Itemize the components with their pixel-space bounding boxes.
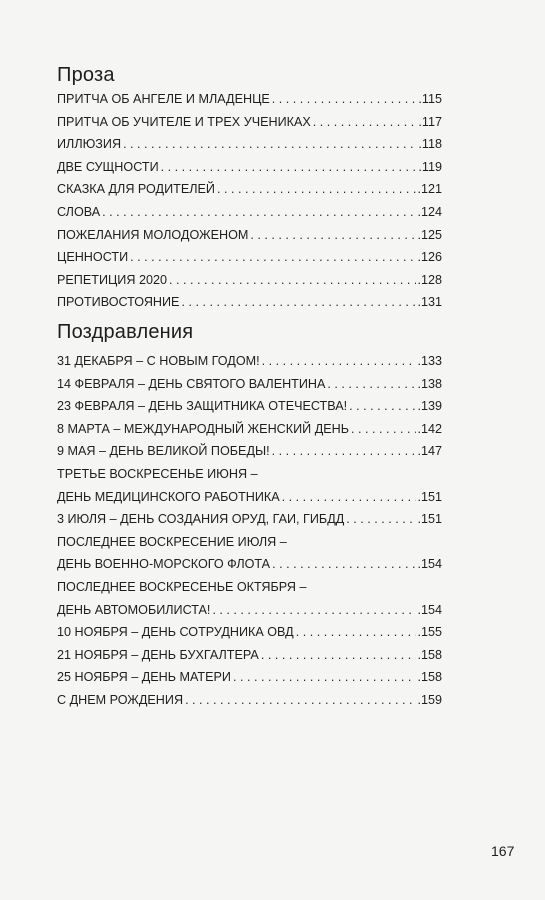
entry-title-line1: ТРЕТЬЕ ВОСКРЕСЕНЬЕ ИЮНЯ – — [57, 466, 258, 481]
page-number: 167 — [491, 843, 515, 859]
toc-entry — [57, 201, 442, 224]
toc-entry — [57, 111, 442, 134]
entry-title: 3 ИЮЛЯ – ДЕНЬ СОЗДАНИЯ ОРУД, ГАИ, ГИБДД — [57, 512, 345, 527]
dot-leader — [272, 553, 416, 576]
entry-page: . 125 — [416, 224, 442, 247]
toc-entry — [57, 373, 442, 396]
entry-title: 9 МАЯ – ДЕНЬ ВЕЛИКОЙ ПОБЕДЫ! — [57, 444, 270, 459]
dot-leader — [313, 111, 418, 134]
toc-entry — [57, 156, 442, 179]
entry-title: ИЛЛЮЗИЯ — [57, 137, 122, 152]
section-title-prose: Проза — [57, 64, 115, 86]
entry-title-line1: ПОСЛЕДНЕЕ ВОСКРЕСЕНЬЕ ОКТЯБРЯ – — [57, 579, 307, 594]
dot-leader — [351, 418, 416, 441]
dot-leader — [261, 644, 417, 667]
entry-title: 14 ФЕВРАЛЯ – ДЕНЬ СВЯТОГО ВАЛЕНТИНА — [57, 376, 326, 391]
entry-title: РЕПЕТИЦИЯ 2020 — [57, 272, 167, 287]
toc-entry — [57, 246, 442, 269]
toc-entry — [57, 486, 442, 509]
dot-leader — [282, 486, 417, 509]
dot-leader — [233, 666, 417, 689]
toc-entry — [57, 621, 442, 644]
toc-entry — [57, 395, 442, 418]
toc-entry — [57, 291, 442, 314]
entry-page: . 154 — [416, 599, 442, 622]
toc-greetings — [57, 350, 442, 712]
toc-entry — [57, 599, 442, 622]
entry-title: ПРОТИВОСТОЯНИЕ — [57, 295, 180, 310]
toc-entry — [57, 508, 442, 531]
entry-page: . 151 — [416, 486, 442, 509]
dot-leader — [161, 156, 418, 179]
entry-title-line1: ПОСЛЕДНЕЕ ВОСКРЕСЕНИЕ ИЮЛЯ – — [57, 534, 287, 549]
toc-entry — [57, 178, 442, 201]
dot-leader — [102, 201, 416, 224]
entry-page: . 147 — [416, 440, 442, 463]
entry-title: С ДНЕМ РОЖДЕНИЯ — [57, 692, 184, 707]
entry-page: . 118 — [417, 133, 442, 156]
entry-page: . 115 — [417, 88, 442, 111]
dot-leader — [272, 88, 418, 111]
entry-title: 23 ФЕВРАЛЯ – ДЕНЬ ЗАЩИТНИКА ОТЕЧЕСТВА! — [57, 399, 348, 414]
toc-entry-line1 — [57, 463, 442, 486]
dot-leader — [349, 395, 416, 418]
dot-leader — [185, 689, 416, 712]
toc-prose — [57, 88, 442, 314]
entry-page: . 139 — [416, 395, 442, 418]
entry-title: 21 НОЯБРЯ – ДЕНЬ БУХГАЛТЕРА — [57, 647, 259, 662]
toc-entry — [57, 440, 442, 463]
entry-title: ДЕНЬ МЕДИЦИНСКОГО РАБОТНИКА — [57, 489, 280, 504]
entry-title: СКАЗКА ДЛЯ РОДИТЕЛЕЙ — [57, 182, 215, 197]
dot-leader — [181, 291, 416, 314]
toc-entry — [57, 666, 442, 689]
entry-page: . 158 — [416, 666, 442, 689]
dot-leader — [250, 224, 416, 247]
dot-leader — [169, 269, 417, 292]
entry-page: . 138 — [416, 373, 442, 396]
toc-entry — [57, 269, 442, 292]
entry-title: ПРИТЧА ОБ УЧИТЕЛЕ И ТРЕХ УЧЕНИКАХ — [57, 114, 311, 129]
toc-entry — [57, 350, 442, 373]
dot-leader — [272, 440, 417, 463]
entry-page: . 155 — [416, 621, 442, 644]
entry-page: . 158 — [416, 644, 442, 667]
entry-page: . 119 — [417, 156, 442, 179]
entry-page: . 121 — [416, 178, 442, 201]
dot-leader — [212, 599, 416, 622]
entry-title: ПРИТЧА ОБ АНГЕЛЕ И МЛАДЕНЦЕ — [57, 92, 270, 106]
toc-entry — [57, 553, 442, 576]
entry-page: . 133 — [416, 350, 442, 373]
dot-leader — [327, 373, 416, 396]
entry-title: ЦЕННОСТИ — [57, 250, 129, 265]
dot-leader — [217, 178, 417, 201]
toc-entry-line1 — [57, 531, 442, 554]
entry-title: 31 ДЕКАБРЯ – С НОВЫМ ГОДОМ! — [57, 354, 260, 368]
entry-title: СЛОВА — [57, 204, 101, 219]
toc-entry — [57, 418, 442, 441]
dot-leader — [346, 508, 416, 531]
entry-page: . 117 — [417, 111, 442, 134]
section-title-greetings: Поздравления — [57, 321, 194, 343]
entry-title: ДЕНЬ АВТОМОБИЛИСТА! — [57, 602, 211, 617]
entry-page: . 154 — [416, 553, 442, 576]
dot-leader — [130, 246, 416, 269]
toc-entry — [57, 224, 442, 247]
entry-page: . 124 — [416, 201, 442, 224]
entry-page: . 131 — [416, 291, 442, 314]
entry-title: ДВЕ СУЩНОСТИ — [57, 159, 159, 174]
toc-entry — [57, 689, 442, 712]
toc-entry — [57, 88, 442, 111]
entry-page: . 151 — [416, 508, 442, 531]
entry-page: . 142 — [416, 418, 442, 441]
entry-page: . 126 — [416, 246, 442, 269]
entry-title: ДЕНЬ ВОЕННО-МОРСКОГО ФЛОТА — [57, 557, 271, 572]
dot-leader — [296, 621, 417, 644]
toc-entry — [57, 644, 442, 667]
entry-title: ПОЖЕЛАНИЯ МОЛОДОЖЕНОМ — [57, 227, 249, 242]
toc-entry-line1 — [57, 576, 442, 599]
entry-title: 10 НОЯБРЯ – ДЕНЬ СОТРУДНИКА ОВД — [57, 625, 294, 640]
entry-title: 8 МАРТА – МЕЖДУНАРОДНЫЙ ЖЕНСКИЙ ДЕНЬ — [57, 421, 349, 436]
entry-page: . 128 — [416, 269, 442, 292]
entry-title: 25 НОЯБРЯ – ДЕНЬ МАТЕРИ — [57, 670, 231, 685]
entry-page: . 159 — [416, 689, 442, 712]
dot-leader — [123, 133, 417, 156]
toc-entry — [57, 133, 442, 156]
dot-leader — [262, 350, 417, 373]
